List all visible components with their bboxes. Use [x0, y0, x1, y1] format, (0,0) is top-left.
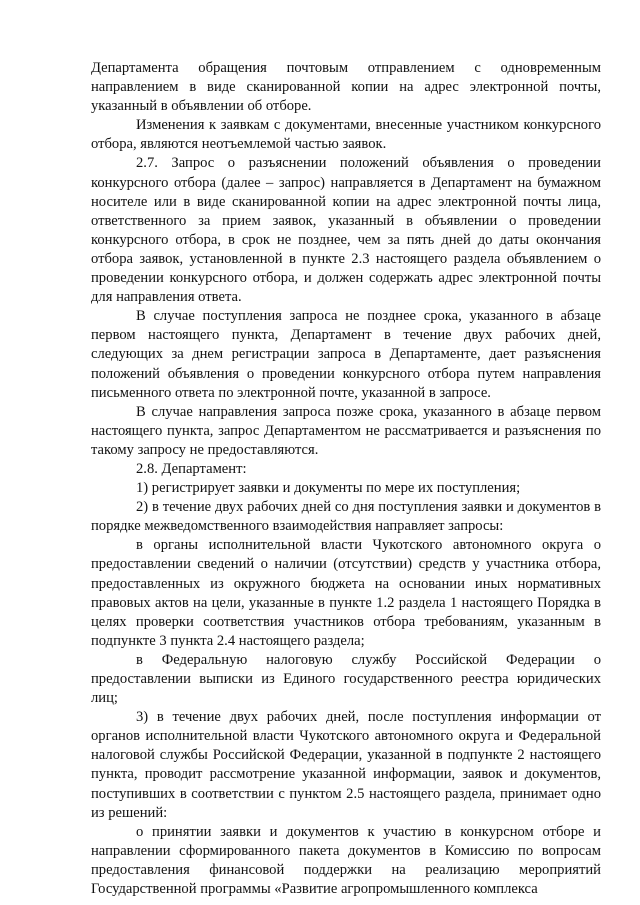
list-item-3: 3) в течение двух рабочих дней, после поступления информации от органов исполнительной власти Чукотского автономного округа и Федеральной налоговой службы Российской Федерации, указанной в подпункте 2 настоящего пункта, проводит рассмотрение указанной информации, заявок и документов, поступивших в соответствии с пунктом 2.5 настоящего раздела, принимает одно из решений: — [91, 709, 601, 821]
paragraph-amendments: Изменения к заявкам с документами, внесенные участником конкурсного отбора, являются неотъемлемой частью заявок. — [91, 117, 601, 153]
document-page — [91, 59, 601, 899]
paragraph-request-tax-service: в Федеральную налоговую службу Российской Федерации о предоставлении выписки из Единого государственного реестра юридических лиц; — [91, 651, 601, 707]
paragraph-request-authorities: в органы исполнительной власти Чукотского автономного округа о предоставлении сведений о наличии (отсутствии) средств у участника отбора, предоставленных из окружного бюджета на основании иных нормативных правовых актов на цели, указанные в пункте 1.2 раздела 1 настоящего Порядка в целях проверки соответствия участников отбора требованиям, указанным в подпункте 3 пункта 2.4 настоящего раздела; — [91, 537, 601, 649]
paragraph-decision: о принятии заявки и документов к участию в конкурсном отборе и направлении сформированного пакета документов в Комиссию по вопросам предоставления финансовой поддержки на реализацию мероприятий Государственной программы «Развитие агропромышленного комплекса — [91, 823, 601, 898]
paragraph-response-timely: В случае поступления запроса не позднее срока, указанного в абзаце первом настоящего пункта, Департамент в течение двух рабочих дней, следующих за днем регистрации запроса в Департаменте, дает разъяснения положений объявления о проведении конкурсного отбора путем направления письменного ответа по электронной почте, указанной в запросе. — [91, 308, 601, 401]
paragraph-response-late: В случае направления запроса позже срока, указанного в абзаце первом настоящего пункта, запрос Департаментом не рассматривается и разъяснения по такому запросу не предоставляются. — [91, 403, 601, 458]
list-item-1: 1) регистрирует заявки и документы по мере их поступления; — [136, 480, 521, 497]
paragraph-2-8: 2.8. Департамент: — [136, 460, 247, 477]
list-item-2: 2) в течение двух рабочих дней со дня поступления заявки и документов в порядке межведомственного взаимодействия направляет запросы: — [91, 499, 601, 535]
paragraph-2-7: 2.7. Запрос о разъяснении положений объявления о проведении конкурсного отбора (далее – запрос) направляется в Департамент на бумажном носителе или в виде сканированной копии на адрес электронной почты лица, ответственного за прием заявок, указанный в объявлении о проведении конкурсного отбора, в срок не позднее, чем за пять дней до даты окончания отбора заявок, установленной в пункте 2.3 настоящего раздела объявлением о проведении конкурсного отбора, и должен содержать адрес электронной почты для направления ответа. — [91, 155, 601, 306]
paragraph-continuation: Департамента обращения почтовым отправлением с одновременным направлением в виде сканированной копии на адрес электронной почты, указанный в объявлении об отборе. — [91, 60, 601, 115]
